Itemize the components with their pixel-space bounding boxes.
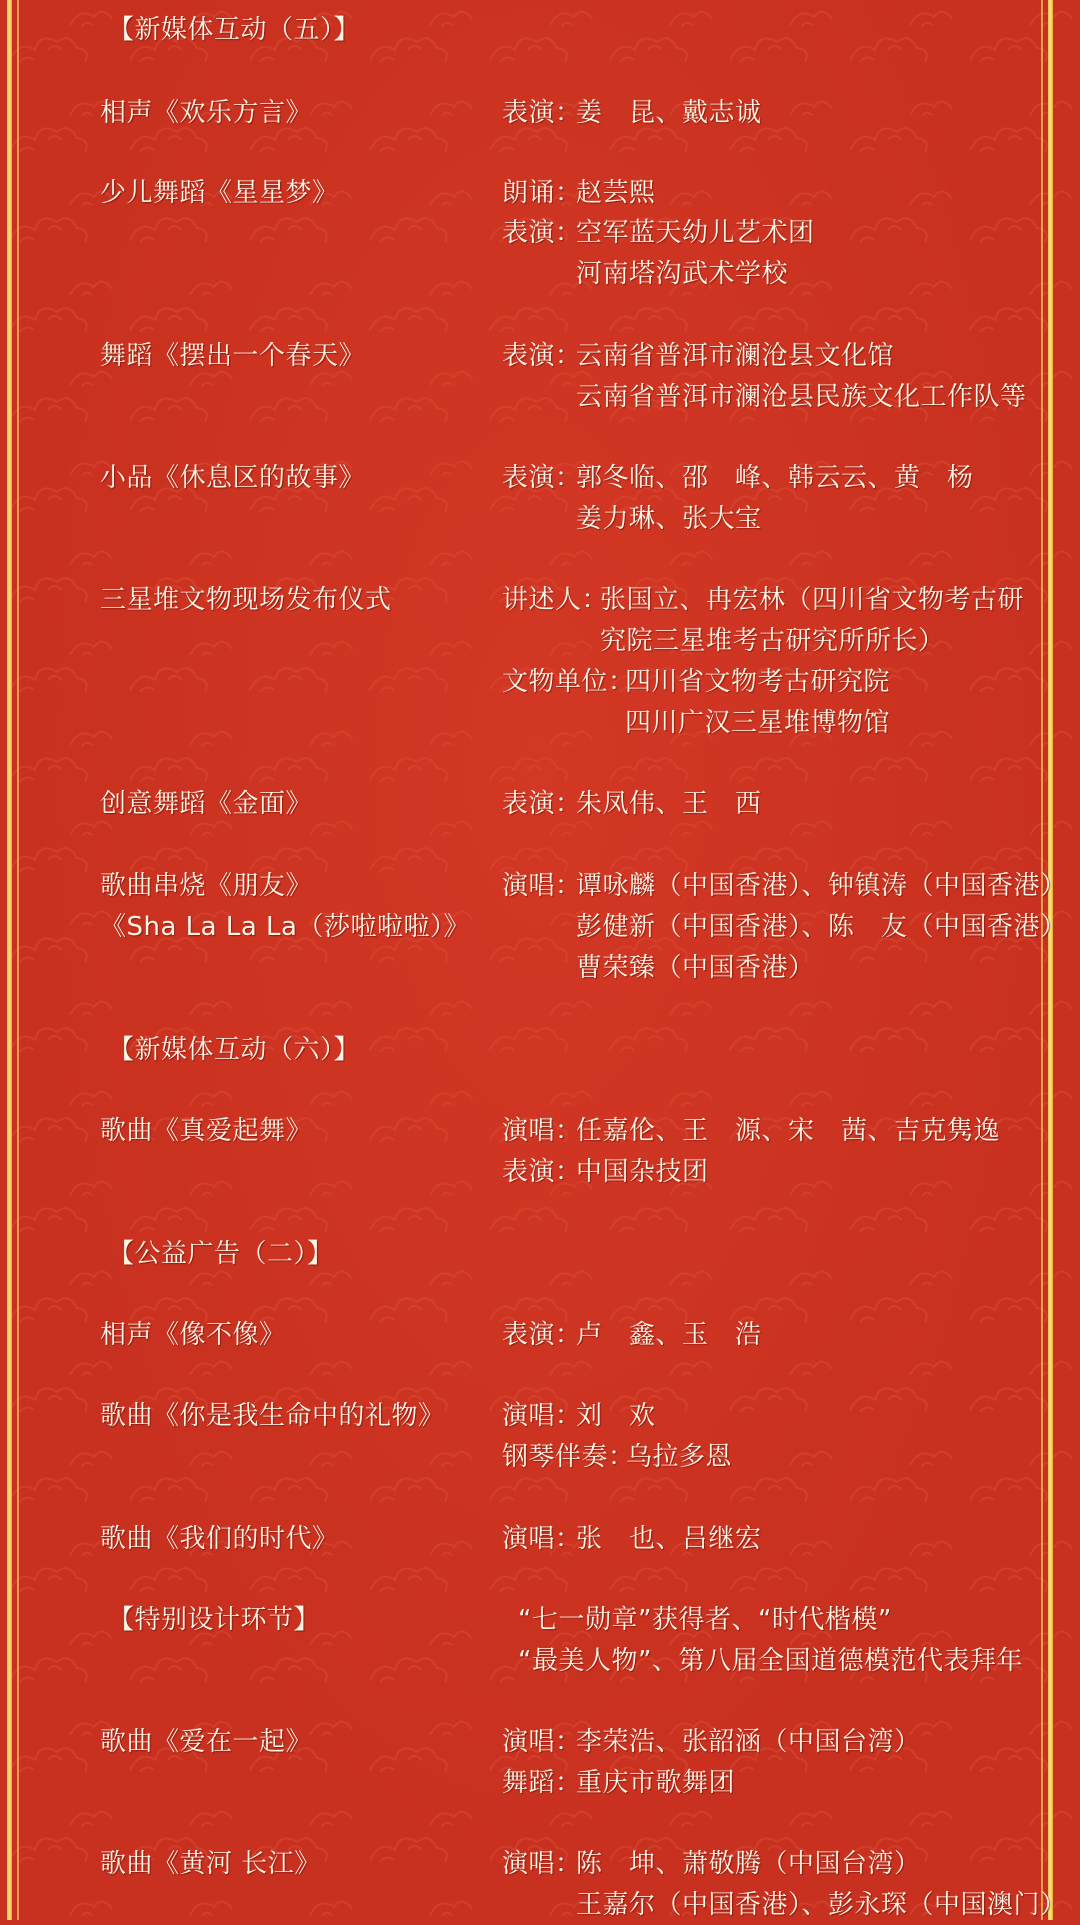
section-title: 【特别设计环节】 xyxy=(108,1605,321,1635)
performer-line: 重庆市歌舞团 xyxy=(576,1768,736,1798)
performer-line: 河南塔沟武术学校 xyxy=(576,259,789,289)
role-label: 舞蹈： xyxy=(502,1768,582,1798)
performer-line: 空军蓝天幼儿艺术团 xyxy=(576,218,815,248)
role-label: 演唱： xyxy=(502,871,582,901)
performer-line: 王嘉尔（中国香港）、彭永琛（中国澳门） xyxy=(576,1890,1067,1920)
performer-line: 李荣浩、张韶涵（中国台湾） xyxy=(576,1727,921,1757)
program-name: 歌曲《真爱起舞》 xyxy=(100,1116,313,1146)
role-label: 表演： xyxy=(502,1157,582,1187)
performer-line: 卢 鑫、玉 浩 xyxy=(576,1320,762,1350)
role-label: 表演： xyxy=(502,218,582,248)
performer-line: 彭健新（中国香港）、陈 友（中国香港） xyxy=(576,912,1067,942)
program-name: 小品《休息区的故事》 xyxy=(100,463,366,493)
performer-line: 姜力琳、张大宝 xyxy=(576,504,762,534)
performer-line: 谭咏麟（中国香港）、钟镇涛（中国香港） xyxy=(576,871,1067,901)
program-name: 相声《像不像》 xyxy=(100,1320,286,1350)
program-name: 舞蹈《摆出一个春天》 xyxy=(100,341,366,371)
role-label: 演唱： xyxy=(502,1116,582,1146)
role-label: 朗诵： xyxy=(502,178,582,208)
section-title: 【新媒体互动（五）】 xyxy=(108,15,361,45)
role-label: 演唱： xyxy=(502,1849,582,1879)
role-label: 文物单位： xyxy=(502,667,635,697)
performer-line: 张国立、冉宏林（四川省文物考古研 xyxy=(600,585,1025,615)
program-name: 歌曲串烧《朋友》 xyxy=(100,871,313,901)
performer-line: 赵芸熙 xyxy=(576,178,656,208)
performer-line: 云南省普洱市澜沧县文化馆 xyxy=(576,341,895,371)
role-label: 表演： xyxy=(502,341,582,371)
performer-line: 四川省文物考古研究院 xyxy=(625,667,891,697)
performer-line: 乌拉多恩 xyxy=(626,1442,733,1472)
performer-line: 陈 坤、萧敬腾（中国台湾） xyxy=(576,1849,921,1879)
program-name-continued: 《Sha La La La（莎啦啦啦）》 xyxy=(100,912,470,942)
performer-line: 究院三星堆考古研究所所长） xyxy=(600,626,945,656)
performer-line: 任嘉伦、王 源、宋 茜、吉克隽逸 xyxy=(576,1116,1001,1146)
section-title: 【新媒体互动（六）】 xyxy=(108,1035,361,1065)
role-label: 钢琴伴奏： xyxy=(502,1442,635,1472)
performer-line: 郭冬临、邵 峰、韩云云、黄 杨 xyxy=(576,463,974,493)
performer-line: 刘 欢 xyxy=(576,1401,656,1431)
role-label: 演唱： xyxy=(502,1727,582,1757)
program-name: 三星堆文物现场发布仪式 xyxy=(100,585,392,615)
role-label: 演唱： xyxy=(502,1524,582,1554)
program-name: 相声《欢乐方言》 xyxy=(100,98,313,128)
program-name: 歌曲《爱在一起》 xyxy=(100,1727,313,1757)
role-label: 演唱： xyxy=(502,1401,582,1431)
role-label: 表演： xyxy=(502,98,582,128)
performer-line: 姜 昆、戴志诚 xyxy=(576,98,762,128)
program-name: 歌曲《我们的时代》 xyxy=(100,1524,339,1554)
performer-line: 朱凤伟、王 西 xyxy=(576,789,762,819)
section-title: 【公益广告（二）】 xyxy=(108,1239,334,1269)
performer-line: 中国杂技团 xyxy=(576,1157,709,1187)
special-line: “最美人物”、第八届全国道德模范代表拜年 xyxy=(518,1646,1023,1676)
role-label: 表演： xyxy=(502,789,582,819)
performer-line: 云南省普洱市澜沧县民族文化工作队等 xyxy=(576,382,1027,412)
role-label: 讲述人： xyxy=(502,585,609,615)
program-name: 歌曲《黄河 长江》 xyxy=(100,1849,321,1879)
special-line: “七一勋章”获得者、“时代楷模” xyxy=(518,1605,892,1635)
program-name: 创意舞蹈《金面》 xyxy=(100,789,313,819)
performer-line: 四川广汉三星堆博物馆 xyxy=(625,708,891,738)
role-label: 表演： xyxy=(502,463,582,493)
program-name: 歌曲《你是我生命中的礼物》 xyxy=(100,1401,445,1431)
program-name: 少儿舞蹈《星星梦》 xyxy=(100,178,339,208)
performer-line: 张 也、吕继宏 xyxy=(576,1524,762,1554)
role-label: 表演： xyxy=(502,1320,582,1350)
performer-line: 曹荣臻（中国香港） xyxy=(576,953,815,983)
